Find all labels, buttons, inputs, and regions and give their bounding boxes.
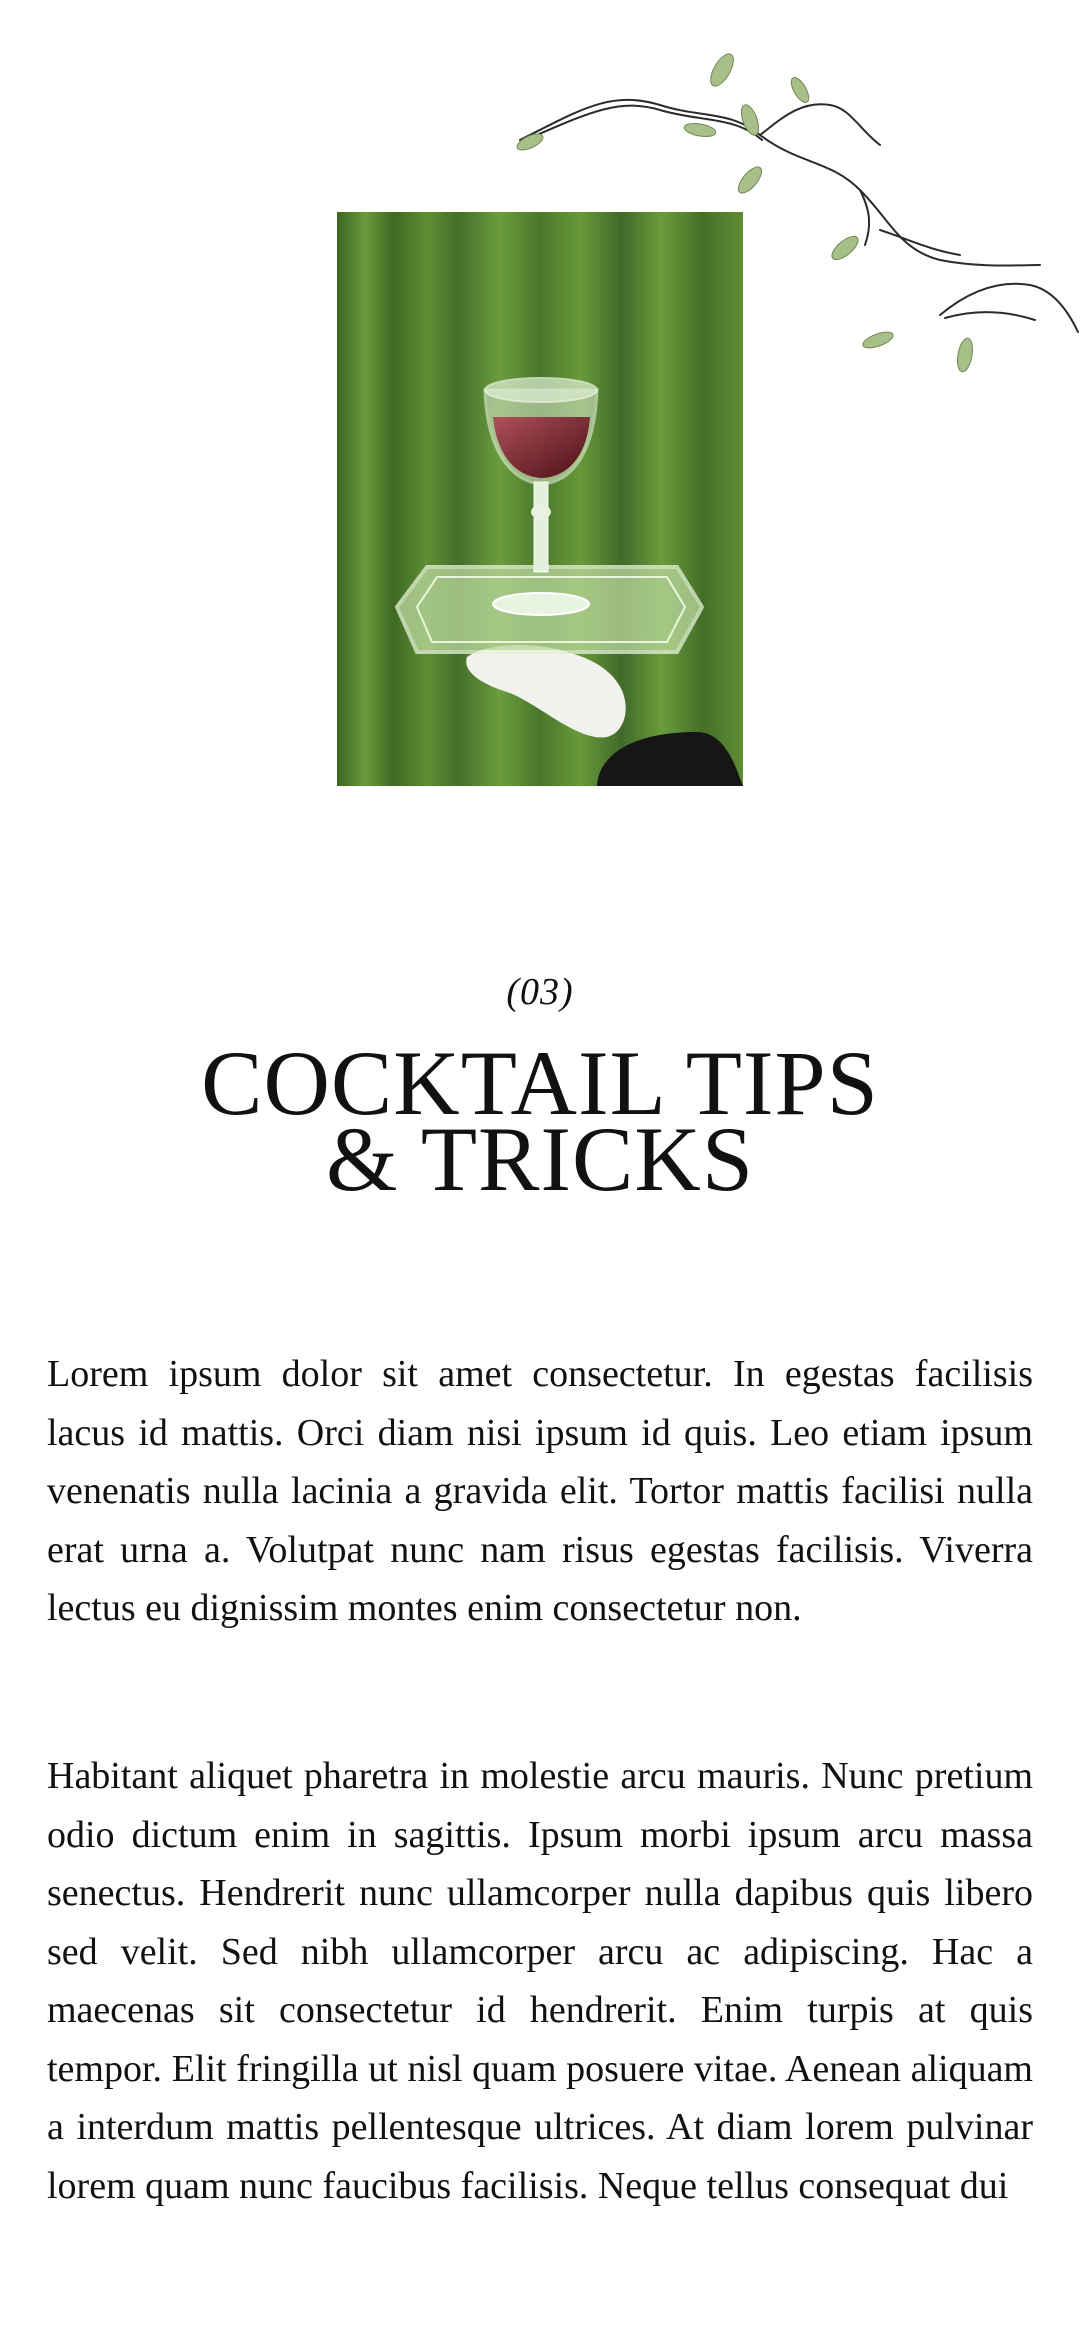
body-paragraph-2: Habitant aliquet pharetra in molestie arcu mauris. Nunc pretium odio dictum enim in sagittis. Ipsum morbi ipsum arcu massa senectus. Hendrerit nunc ullamcorper nulla dapibus quis libero sed velit. Sed nibh ullamcorper arcu ac adipiscing. Hac a maecenas sit consectetur id hendrerit. Enim turpis at quis tempor. Elit fringilla ut nisl quam posuere vitae. Aenean aliquam a interdum mattis pellentesque ultrices. At diam lorem pulvinar lorem quam nunc faucibus facilisis. Neque tellus consequat dui — [47, 1755, 1033, 2207]
title-line-2: & TRICKS — [325, 1108, 755, 1210]
body-paragraph-1: Lorem ipsum dolor sit amet consectetur. In egestas facilisis lacus id mattis. Orci diam nisi ipsum id quis. Leo etiam ipsum venenatis nulla lacinia a gravida elit. Tortor mattis facilisi nulla erat urna a. Volutpat nunc nam risus egestas facilisis. Viverra lectus eu dignissim montes enim consectetur non. — [47, 1353, 1033, 1629]
title-line-1: COCKTAIL TIPS — [201, 1032, 879, 1134]
cocktail-photo — [337, 212, 743, 786]
section-number: (03) — [506, 971, 574, 1013]
page-title — [0, 1032, 1080, 1210]
cocktail-glass-on-tray-icon — [337, 212, 743, 786]
